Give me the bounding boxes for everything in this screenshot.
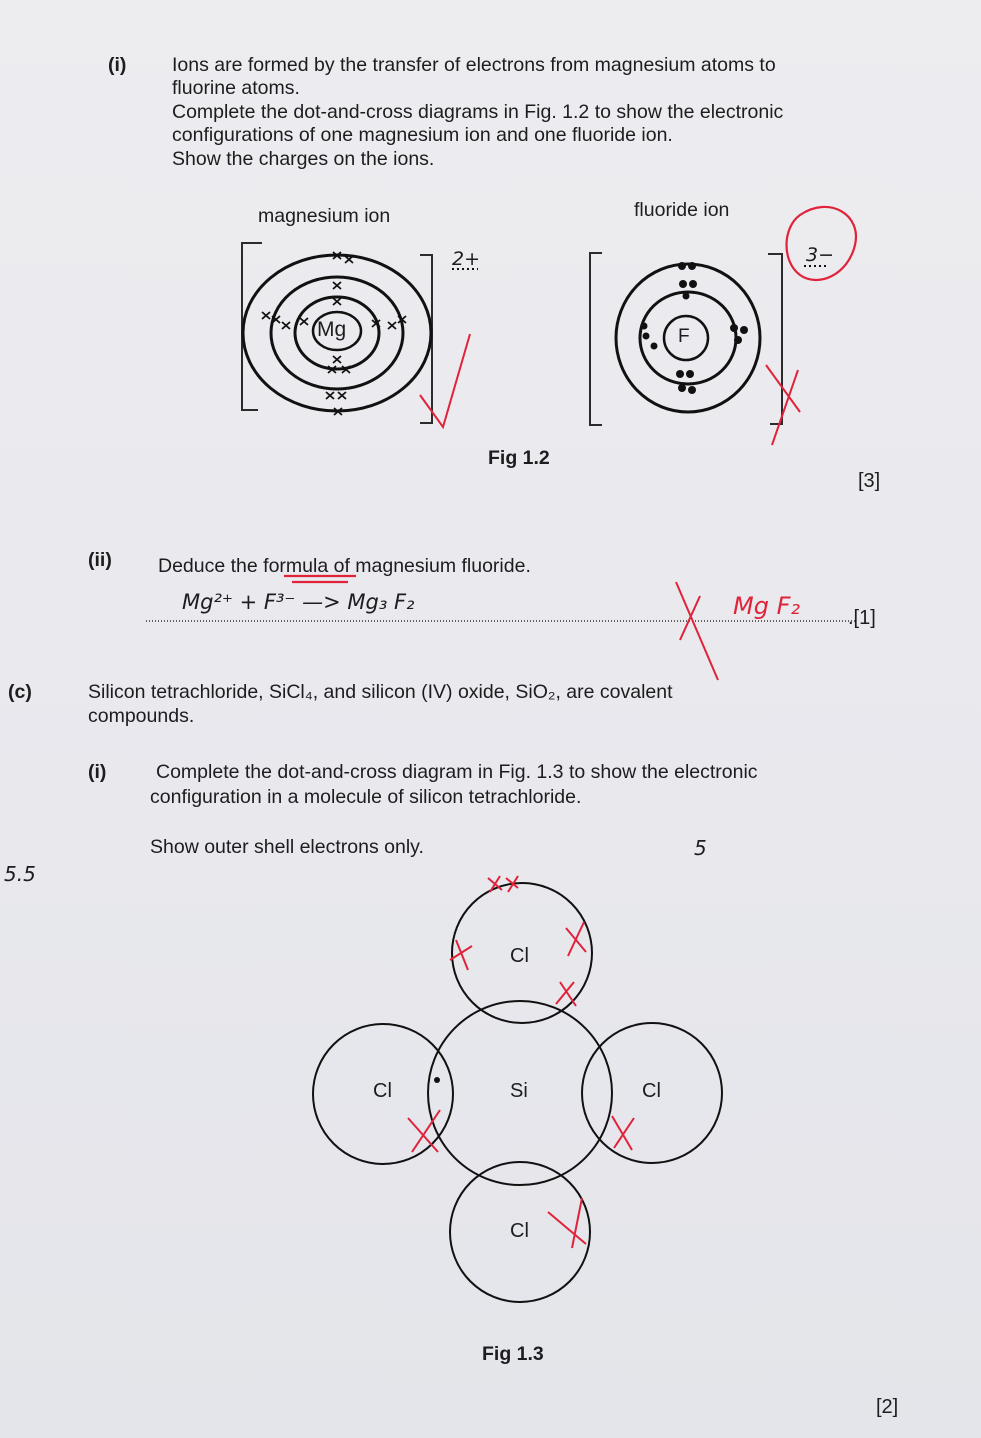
mg-symbol: Mg	[317, 318, 347, 341]
answer-final-bii: Mg F₂	[733, 592, 800, 620]
margin-score: 5.5	[4, 862, 36, 886]
question-number-ci: (i)	[88, 761, 107, 783]
fig-1-3-caption: Fig 1.3	[482, 1343, 544, 1365]
question-number-bii: (ii)	[88, 549, 112, 571]
f-charge: 3−	[806, 244, 835, 266]
question-text-ci-line3: Show outer shell electrons only.	[150, 836, 424, 858]
question-text-bi-line5: Show the charges on the ions.	[172, 148, 435, 170]
cl-right-label: Cl	[642, 1080, 661, 1102]
question-text-bi-line4: configurations of one magnesium ion and one fluoride ion.	[172, 124, 673, 146]
question-text-ci-line1: Complete the dot-and-cross diagram in Fig. 1.3 to show the electronic	[156, 761, 758, 783]
marks-ci: [2]	[876, 1396, 899, 1418]
mg-charge: 2+	[452, 248, 481, 270]
si-label: Si	[510, 1080, 528, 1102]
margin-note: 5	[694, 836, 707, 860]
cl-left-label: Cl	[373, 1080, 392, 1102]
fig-1-2-caption: Fig 1.2	[488, 447, 550, 469]
red-crosses-fig-1-3	[408, 876, 634, 1248]
fluoride-ion-label: fluoride ion	[634, 199, 730, 221]
question-text-bi-line1: Ions are formed by the transfer of electrons from magnesium atoms to	[172, 54, 776, 76]
question-number-bi: (i)	[108, 54, 127, 76]
question-text-bii: Deduce the formula of magnesium fluoride.	[158, 555, 531, 577]
f-symbol: F	[678, 326, 690, 347]
cl-top-label: Cl	[510, 945, 529, 967]
answer-working-bii: Mg²⁺ + F³⁻ —> Mg₃ F₂	[182, 590, 415, 614]
electron-dot	[434, 1077, 440, 1083]
question-text-c-line2: compounds.	[88, 705, 195, 727]
question-text-c-line1: Silicon tetrachloride, SiCl₄, and silicon (IV) oxide, SiO₂, are covalent	[88, 681, 673, 703]
question-text-bi-line3: Complete the dot-and-cross diagrams in Fig. 1.2 to show the electronic	[172, 101, 784, 123]
marks-bii: .[1]	[848, 607, 876, 629]
question-text-bi-line2: fluorine atoms.	[172, 77, 300, 99]
magnesium-ion-label: magnesium ion	[258, 205, 391, 227]
cl-bottom-label: Cl	[510, 1220, 529, 1242]
marks-bi: [3]	[858, 470, 881, 492]
question-text-ci-line2: configuration in a molecule of silicon tetrachloride.	[150, 786, 582, 808]
question-letter-c: (c)	[8, 681, 32, 703]
